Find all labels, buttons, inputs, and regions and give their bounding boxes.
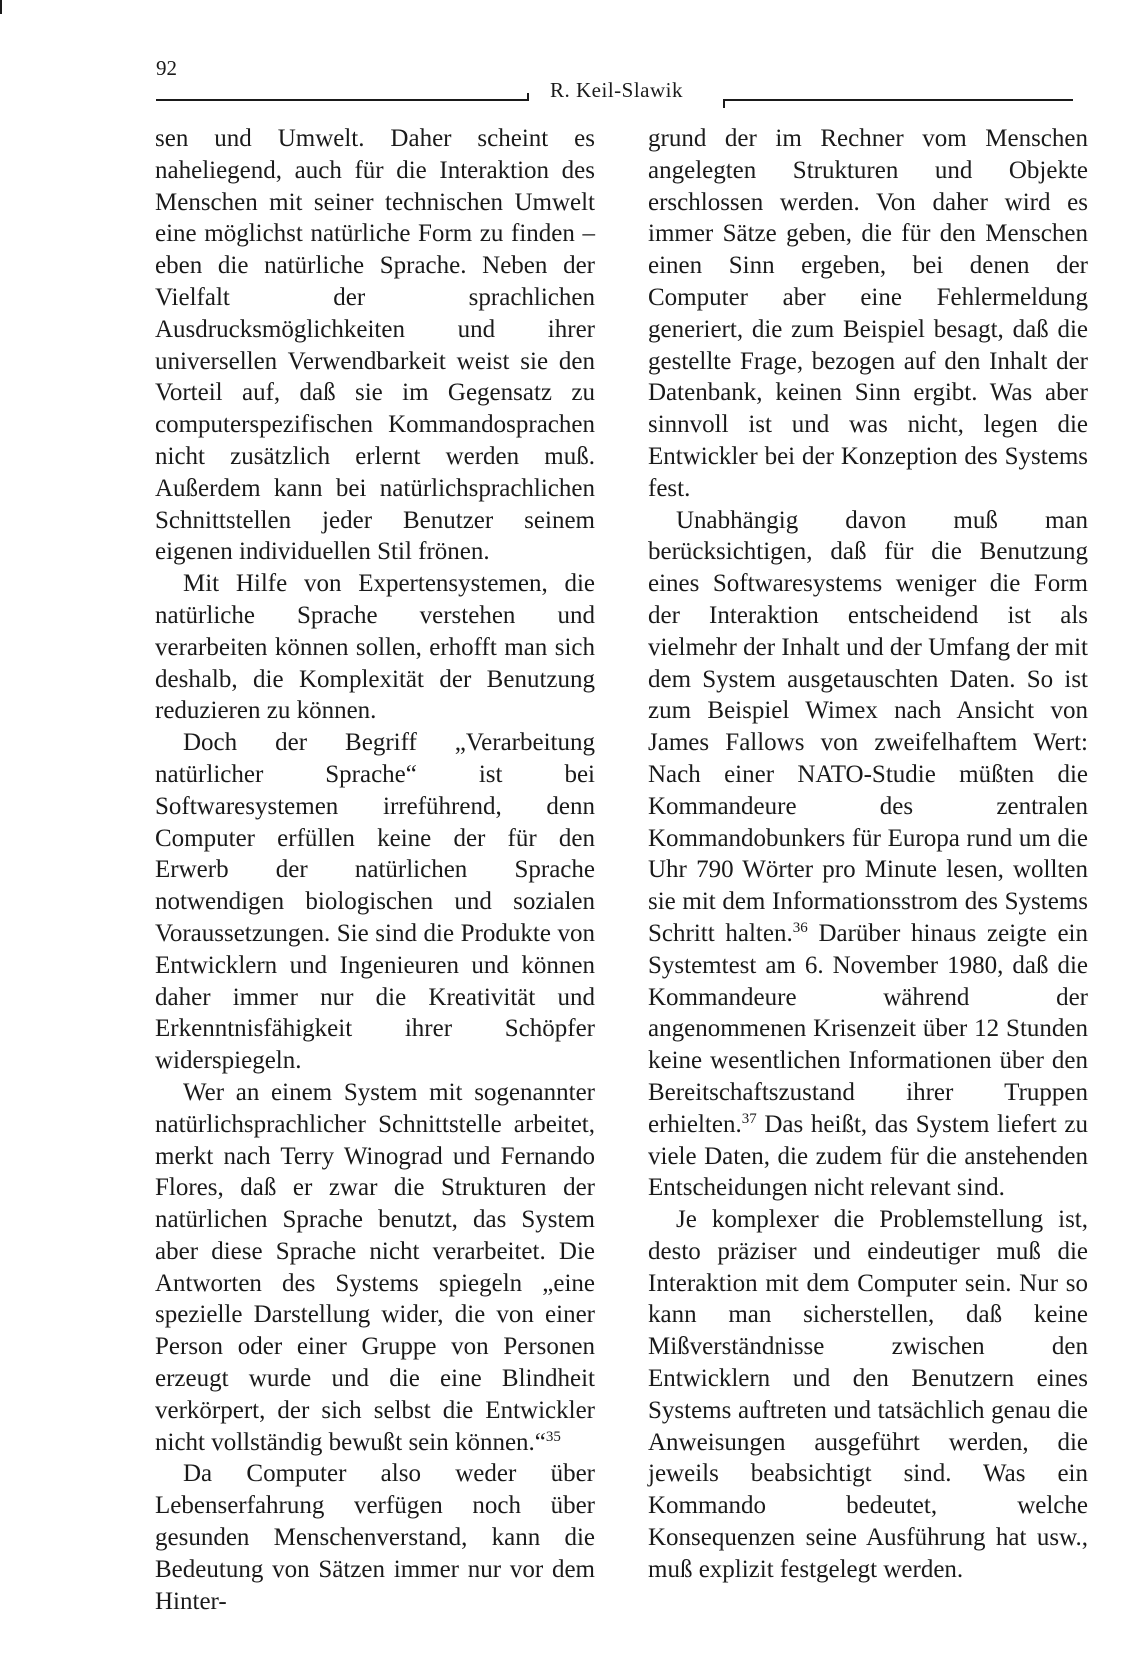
header-rule-tick-right bbox=[723, 100, 725, 108]
paragraph: grund der im Rechner vom Menschen angelegten Strukturen und Objekte erschlossen werden. Von daher wird es immer Sätze geben, die für den Menschen einen Sinn ergeben, bei denen der Computer aber eine Fehlermeldung generiert, die zum Beispiel besagt, daß die gestellte Frage, bezogen auf den Inhalt der Datenbank, keinen Sinn ergibt. Was aber sinnvoll ist und was nicht, legen die Entwickler bei der Konzeption des Systems fest. bbox=[648, 125, 1088, 502]
footnote-ref: 37 bbox=[741, 1110, 757, 1127]
page-number: 92 bbox=[156, 56, 177, 80]
footnote-ref: 35 bbox=[545, 1428, 561, 1445]
paragraph: Da Computer also weder über Lebenserfahrung verfügen noch über gesunden Menschenverstand, kann die Bedeutung von Sätzen immer nur vor dem Hinter- bbox=[155, 1460, 595, 1615]
right-column bbox=[648, 123, 1088, 1586]
running-head-author: R. Keil-Slawik bbox=[550, 78, 683, 102]
page-edge-mark bbox=[0, 0, 2, 14]
paragraph: Doch der Begriff „Verarbeitung natürlicher Sprache“ ist bei Softwaresystemen irreführend, denn Computer erfüllen keine der für den Erwerb der natürlichen Sprache notwendigen biologischen und sozialen Voraussetzungen. Sie sind die Produkte von Entwicklern und Ingenieuren und können daher immer nur die Kreativität und Erkenntnisfähigkeit ihrer Schöpfer widerspiegeln. bbox=[155, 729, 595, 1075]
paragraph-text: Unabhängig davon muß man berücksichtigen, daß für die Benutzung eines Softwaresystems weniger die Form der Interaktion entscheidend ist als vielmehr der Inhalt und der Umfang der mit dem System ausgetauschten Daten. So ist zum Beispiel Wimex nach Ansicht von James Fallows von zweifelhaftem Wert: Nach einer NATO-Studie müßten die Kommandeure des zentralen Kommandobunkers für Europa rund um die Uhr 790 Wörter pro Minute lesen, wollten sie mit dem Informationsstrom des Systems Schritt halten. bbox=[648, 506, 1088, 947]
paragraph bbox=[648, 505, 1088, 1205]
header-rule-tick-left bbox=[527, 93, 529, 101]
header-rule-left bbox=[156, 99, 528, 101]
paragraph-text: Darüber hinaus zeigte ein Systemtest am 6. November 1980, daß die Kommandeure während der angenommenen Krisenzeit über 12 Stunden keine wesentlichen Informationen über den Bereitschaftszustand ihrer Truppen erhielten. bbox=[648, 919, 1088, 1138]
header-rule-right bbox=[723, 99, 1073, 101]
paragraph: Mit Hilfe von Expertensystemen, die natürliche Sprache verstehen und verarbeiten können sollen, erhofft man sich deshalb, die Komplexität der Benutzung reduzieren zu können. bbox=[155, 570, 595, 725]
paragraph-text: Das heißt, das System liefert zu viele Daten, die zudem für die anstehenden Entscheidungen nicht relevant sind. bbox=[648, 1110, 1088, 1202]
paragraph-text: Wer an einem System mit sogenannter natürlichsprachlicher Schnittstelle arbeitet, merkt nach Terry Winograd und Fernando Flores, daß er zwar die Strukturen der natürlichen Sprache benutzt, das System aber diese Sprache nicht verarbeitet. Die Antworten des Systems spiegeln „eine spezielle Darstellung wider, die von einer Person oder einer Gruppe von Personen erzeugt wurde und die eine Blindheit verkörpert, der sich selbst die Entwickler nicht vollständig bewußt sein können.“ bbox=[155, 1078, 595, 1456]
footnote-ref: 36 bbox=[792, 919, 808, 936]
paragraph bbox=[155, 1077, 595, 1459]
paragraph: Je komplexer die Problemstellung ist, desto präziser und eindeutiger muß die Interaktion mit dem Computer sein. Nur so kann man sicherstellen, daß keine Mißverständnisse zwischen den Entwicklern und den Benutzern eines Systems auftreten und tatsächlich genau die Anweisungen ausgeführt werden, die jeweils beabsichtigt sind. Was ein Kommando bedeutet, welche Konsequenzen seine Ausführung hat usw., muß explizit festgelegt werden. bbox=[648, 1206, 1088, 1583]
paragraph: sen und Umwelt. Daher scheint es naheliegend, auch für die Interaktion des Menschen mit seiner technischen Umwelt eine möglichst natürliche Form zu finden – eben die natürliche Sprache. Neben der Vielfalt der sprachlichen Ausdrucksmöglichkeiten und ihrer universellen Verwendbarkeit weist sie den Vorteil auf, daß sie im Gegensatz zu computerspezifischen Kommandosprachen nicht zusätzlich erlernt werden muß. Außerdem kann bei natürlichsprachlichen Schnittstellen jeder Benutzer seinem eigenen individuellen Stil frönen. bbox=[155, 125, 595, 566]
left-column bbox=[155, 123, 595, 1617]
